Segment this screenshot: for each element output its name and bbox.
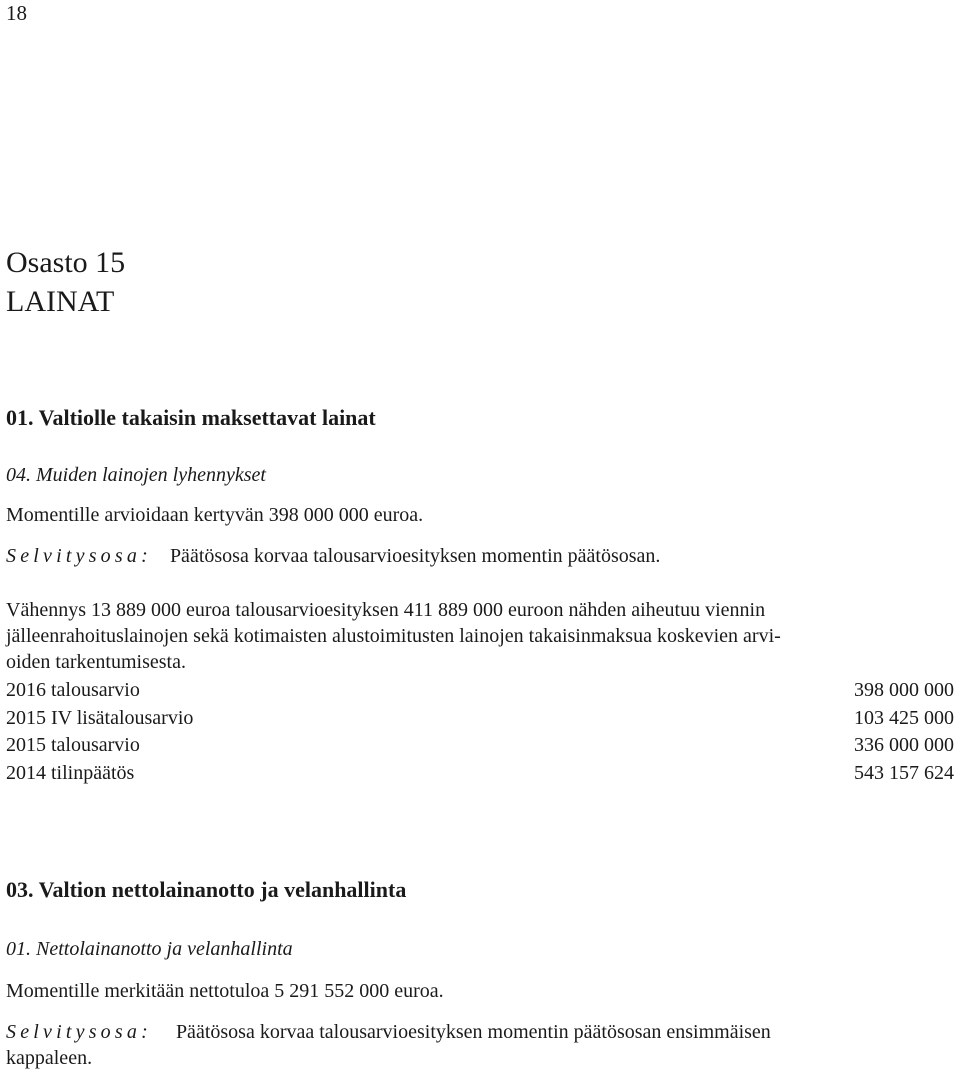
budget-row-amount: 336 000 000	[854, 734, 954, 756]
section-title: LAINAT	[6, 285, 115, 318]
explanation-label: Selvitysosa:	[6, 545, 152, 567]
explanation-01	[6, 1019, 771, 1045]
budget-row	[6, 677, 954, 703]
appropriation-text-04: Momentille arvioidaan kertyvän 398 000 000 euroa.	[6, 504, 424, 526]
budget-row-label: 2014 tilinpäätös	[6, 761, 135, 784]
budget-row-label: 2016 talousarvio	[6, 679, 140, 701]
paragraph-line: oiden tarkentumisesta.	[6, 651, 186, 673]
chapter-heading-01: 01. Valtiolle takaisin maksettavat lainat	[6, 405, 376, 430]
budget-row-label: 2015 talousarvio	[6, 734, 140, 756]
explanation-01-continued: kappaleen.	[6, 1047, 93, 1069]
paragraph-line: jälleenrahoituslainojen sekä kotimaisten alustoimitusten lainojen takaisinmaksua koskevien arvi-	[6, 625, 781, 647]
budget-row-label: 2015 IV lisätalousarvio	[6, 706, 194, 729]
explanation-paragraph-04	[6, 597, 954, 675]
budget-row-amount: 543 157 624	[854, 761, 954, 784]
budget-history-table	[6, 677, 954, 787]
paragraph-line: Vähennys 13 889 000 euroa talousarvioesityksen 411 889 000 euroon nähden aiheutuu viennin	[6, 599, 766, 621]
item-heading-01: 01. Nettolainanotto ja velanhallinta	[6, 938, 293, 960]
budget-row-amount: 398 000 000	[854, 679, 954, 701]
budget-row	[6, 732, 954, 758]
item-heading-04: 04. Muiden lainojen lyhennykset	[6, 464, 266, 486]
budget-row	[6, 705, 954, 731]
budget-row	[6, 760, 954, 786]
chapter-heading-03: 03. Valtion nettolainanotto ja velanhallinta	[6, 877, 407, 902]
explanation-label: Selvitysosa:	[6, 1021, 152, 1043]
budget-row-amount: 103 425 000	[854, 706, 954, 729]
appropriation-text-01: Momentille merkitään nettotuloa 5 291 552 000 euroa.	[6, 980, 444, 1002]
explanation-text: Päätösosa korvaa talousarvioesityksen momentin päätösosan.	[169, 545, 661, 567]
explanation-04	[6, 543, 660, 569]
explanation-text: Päätösosa korvaa talousarvioesityksen momentin päätösosan ensimmäisen	[175, 1021, 771, 1043]
section-number: Osasto 15	[6, 246, 126, 279]
page-number: 18	[6, 1, 27, 25]
